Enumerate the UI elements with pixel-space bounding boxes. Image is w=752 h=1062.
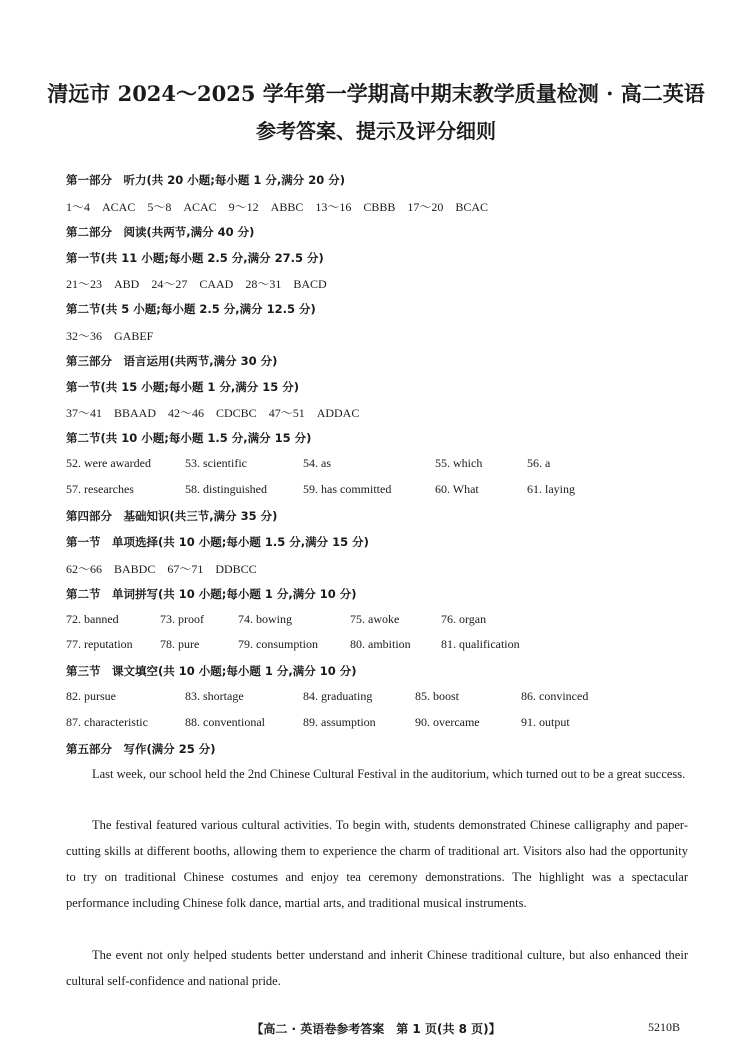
answer-item: 72. banned (66, 612, 119, 626)
part3-sec1-heading: 第一节(共 15 小题;每小题 1 分,满分 15 分) (66, 380, 300, 394)
part5-heading: 第五部分 写作(满分 25 分) (66, 742, 216, 756)
answer-item: 60. What (435, 482, 479, 496)
part1-answers: 1～4 ACAC 5～8 ACAC 9～12 ABBC 13～16 CBBB 17～20 BCAC (66, 200, 489, 214)
answer-item: 90. overcame (415, 715, 480, 729)
essay-paragraph: The event not only helped students better understand and inherit Chinese traditional culture, but also enhanced their cultural self-confidence and national pride. (66, 948, 688, 988)
part3-heading: 第三部分 语言运用(共两节,满分 30 分) (66, 354, 278, 368)
answer-item: 81. qualification (441, 637, 520, 651)
answer-item: 89. assumption (303, 715, 376, 729)
answer-item: 84. graduating (303, 689, 373, 703)
part2-sec1-heading: 第一节(共 11 小题;每小题 2.5 分,满分 27.5 分) (66, 251, 324, 265)
answer-item: 76. organ (441, 612, 487, 626)
answer-item: 61. laying (527, 482, 575, 496)
answer-item: 85. boost (415, 689, 460, 703)
page-footer: 【高二 · 英语卷参考答案 第 1 页(共 8 页)】 (251, 1022, 501, 1036)
essay-paragraph: Last week, our school held the 2nd Chinese Cultural Festival in the auditorium, which turned out to be a great success. (92, 767, 686, 781)
part2-sec2-answers: 32～36 GABEF (66, 329, 154, 343)
answer-item: 80. ambition (350, 637, 411, 651)
part1-heading: 第一部分 听力(共 20 小题;每小题 1 分,满分 20 分) (66, 173, 346, 187)
part2-sec1-answers: 21～23 ABD 24～27 CAAD 28～31 BACD (66, 277, 327, 291)
paper-code: 5210B (648, 1020, 681, 1034)
answer-item: 54. as (303, 456, 331, 470)
part3-sec2-heading: 第二节(共 10 小题;每小题 1.5 分,满分 15 分) (66, 431, 312, 445)
essay-paragraph: The festival featured various cultural activities. To begin with, students demonstrated Chinese calligraphy and paper-cutting skills at different booths, allowing them to experience the charm of traditional art. Visitors also had the opportunity to try on traditional Chinese costumes and enjoy tea ceremony demonstrations. The highlight was a spectacular performance including Chinese folk dance, martial arts, and traditional musical instruments. (66, 818, 688, 910)
answer-item: 58. distinguished (185, 482, 268, 496)
answer-item: 56. a (527, 456, 551, 470)
answer-item: 91. output (521, 715, 570, 729)
part4-sec1-answers: 62～66 BABDC 67～71 DDBCC (66, 562, 257, 576)
answer-item: 83. shortage (185, 689, 244, 703)
answer-item: 87. characteristic (66, 715, 148, 729)
answer-item: 52. were awarded (66, 456, 151, 470)
answer-item: 55. which (435, 456, 483, 470)
answer-item: 59. has committed (303, 482, 392, 496)
page-subtitle: 参考答案、提示及评分细则 (256, 119, 496, 143)
answer-item: 88. conventional (185, 715, 265, 729)
answer-item: 75. awoke (350, 612, 400, 626)
part4-sec1-heading: 第一节 单项选择(共 10 小题;每小题 1.5 分,满分 15 分) (66, 535, 369, 549)
answer-item: 79. consumption (238, 637, 318, 651)
answer-item: 57. researches (66, 482, 134, 496)
answer-item: 73. proof (160, 612, 204, 626)
answer-item: 86. convinced (521, 689, 589, 703)
answer-item: 78. pure (160, 637, 200, 651)
answer-item: 82. pursue (66, 689, 116, 703)
part4-sec2-heading: 第二节 单词拼写(共 10 小题;每小题 1 分,满分 10 分) (66, 587, 357, 601)
answer-item: 77. reputation (66, 637, 133, 651)
part2-sec2-heading: 第二节(共 5 小题;每小题 2.5 分,满分 12.5 分) (66, 302, 316, 316)
page-title: 清远市 2024～2025 学年第一学期高中期末教学质量检测 · 高二英语 (47, 81, 705, 106)
part4-heading: 第四部分 基础知识(共三节,满分 35 分) (66, 509, 278, 523)
answer-item: 74. bowing (238, 612, 292, 626)
part2-heading: 第二部分 阅读(共两节,满分 40 分) (66, 225, 255, 239)
answer-item: 53. scientific (185, 456, 247, 470)
part4-sec3-heading: 第三节 课文填空(共 10 小题;每小题 1 分,满分 10 分) (66, 664, 357, 678)
part3-sec1-answers: 37～41 BBAAD 42～46 CDCBC 47～51 ADDAC (66, 406, 360, 420)
